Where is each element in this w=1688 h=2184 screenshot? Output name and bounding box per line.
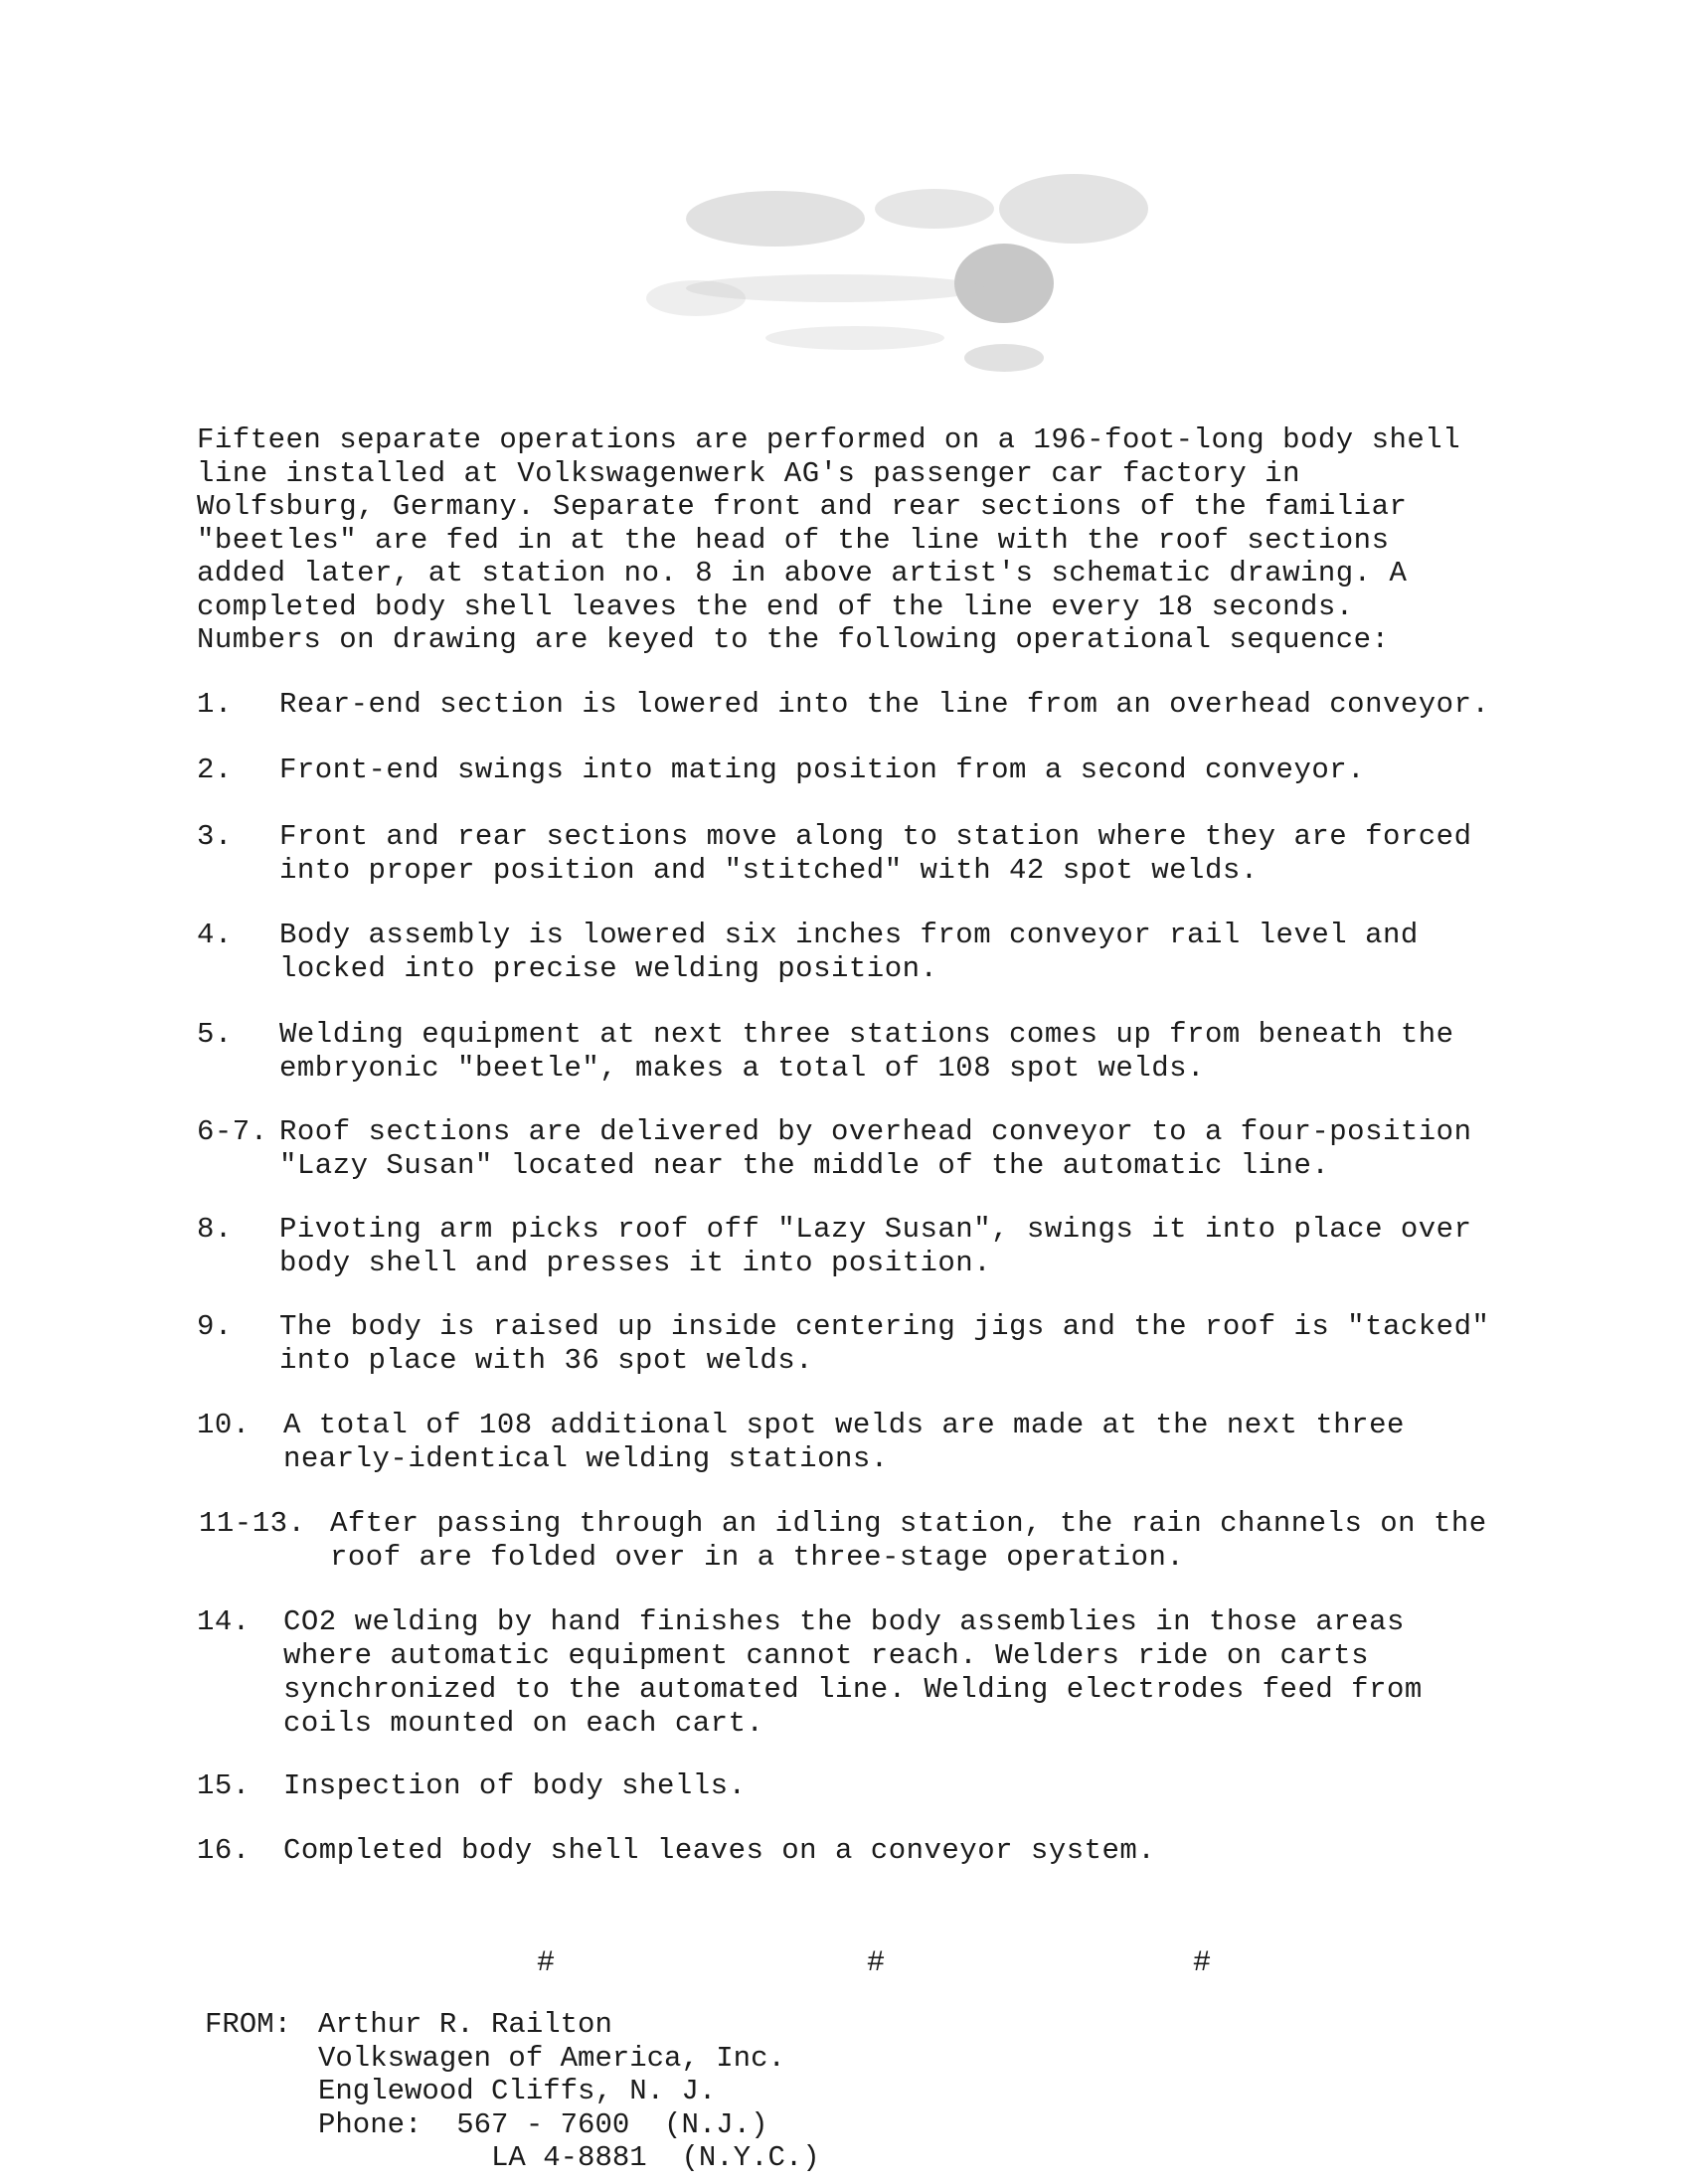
item-number: 1.: [197, 688, 233, 721]
item-text: Body assembly is lowered six inches from conveyor rail level and locked into precise welding position.: [279, 919, 1419, 985]
item-number: 9.: [197, 1310, 233, 1343]
item-number: 5.: [197, 1018, 233, 1051]
from-city: Englewood Cliffs, N. J.: [318, 2075, 717, 2107]
item-number: 15.: [197, 1769, 251, 1802]
item-number: 11-13.: [199, 1507, 306, 1540]
from-address-block: [318, 2008, 820, 2175]
item-number: 10.: [197, 1409, 251, 1441]
item-text: Front-end swings into mating position from a second conveyor.: [279, 754, 1366, 786]
item-text: Roof sections are delivered by overhead conveyor to a four-position "Lazy Susan" located near the middle of the automatic line.: [279, 1115, 1472, 1182]
item-number: 8.: [197, 1213, 233, 1246]
item-text: Front and rear sections move along to station where they are forced into proper position and "stitched" with 42 spot welds.: [279, 820, 1472, 887]
item-text: Welding equipment at next three stations comes up from beneath the embryonic "beetle", makes a total of 108 spot welds.: [279, 1018, 1454, 1085]
item-number: 14.: [197, 1605, 251, 1638]
item-number: 2.: [197, 754, 233, 786]
item-text: Pivoting arm picks roof off "Lazy Susan", swings it into place over body shell and presses it into position.: [279, 1213, 1472, 1279]
from-phone-nj: Phone: 567 - 7600 (N.J.): [318, 2107, 768, 2141]
intro-paragraph: Fifteen separate operations are performed on a 196-foot-long body shell line installed at Volkswagenwerk AG's passenger car factory in Wolfsburg, Germany. Separate front and rear sections of the familiar "beetles" are fed in at the head of the line with the roof sections added later, at station no. 8 in above artist's schematic drawing. A completed body shell leaves the end of the line every 18 seconds. Numbers on drawing are keyed to the following operational sequence:: [197, 423, 1461, 656]
item-text: CO2 welding by hand finishes the body assemblies in those areas where automatic equipment cannot reach. Welders ride on carts synchronized to the automated line. Welding electrodes feed from coils mounted on each cart.: [283, 1605, 1423, 1740]
separator-hash: #: [537, 1946, 556, 1980]
item-number: 4.: [197, 919, 233, 951]
separator-hash: #: [1193, 1946, 1212, 1980]
faint-schematic-drawing: [606, 149, 1263, 408]
item-text: The body is raised up inside centering jigs and the roof is "tacked" into place with 36 spot welds.: [279, 1310, 1490, 1377]
item-text: Completed body shell leaves on a conveyor system.: [283, 1834, 1156, 1867]
item-number: 3.: [197, 820, 233, 853]
item-text: Inspection of body shells.: [283, 1769, 747, 1802]
from-name: Arthur R. Railton: [318, 2008, 612, 2041]
item-number: 16.: [197, 1834, 251, 1867]
from-phone-nyc: LA 4-8881 (N.Y.C.): [318, 2141, 820, 2174]
from-label: FROM:: [205, 2008, 292, 2041]
item-number: 6-7.: [197, 1115, 268, 1148]
separator-hash: #: [867, 1946, 886, 1980]
item-text: A total of 108 additional spot welds are made at the next three nearly-identical welding stations.: [283, 1409, 1405, 1475]
item-text: After passing through an idling station, the rain channels on the roof are folded over in a three-stage operation.: [330, 1507, 1487, 1574]
from-company: Volkswagen of America, Inc.: [318, 2041, 785, 2075]
item-text: Rear-end section is lowered into the line from an overhead conveyor.: [279, 688, 1490, 721]
